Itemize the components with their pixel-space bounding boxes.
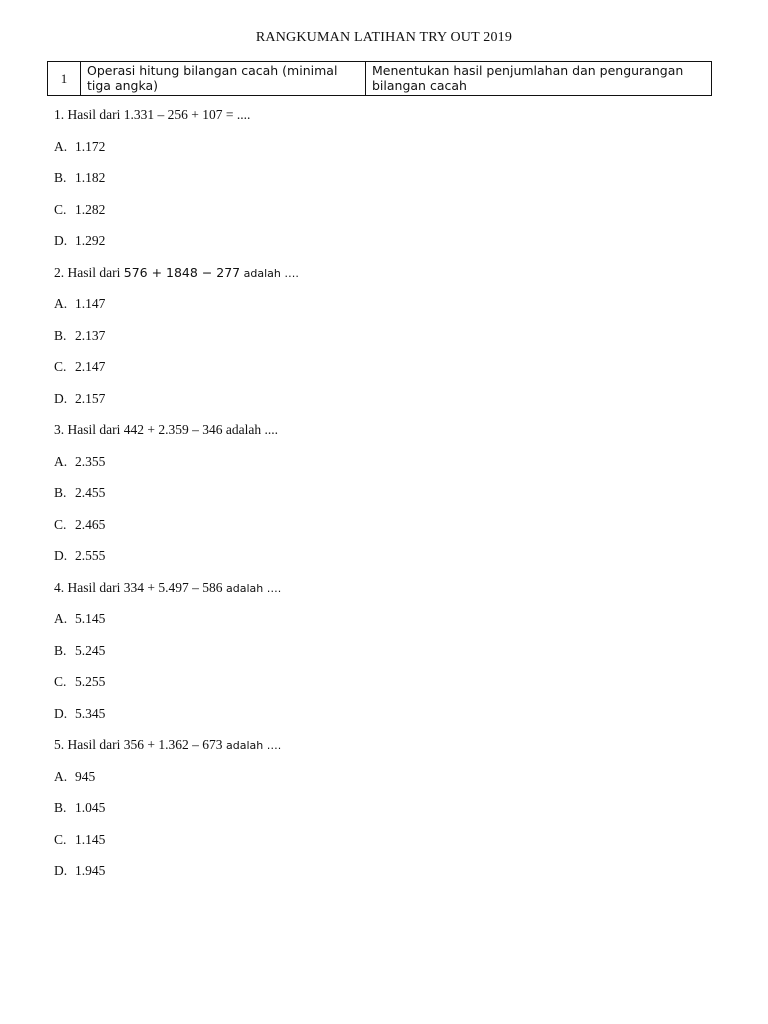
option-b (54, 798, 714, 830)
option-value: 5.145 (75, 611, 106, 626)
question-prefix: 5. Hasil dari (54, 737, 124, 752)
option-value: 2.137 (75, 327, 106, 343)
question-4 (54, 578, 714, 736)
option-a (54, 137, 714, 169)
option-letter: D. (54, 863, 68, 878)
question-expression: 442 + 2.359 – 346 adalah .... (123, 422, 278, 437)
competency-table (47, 61, 712, 96)
option-letter: A. (54, 611, 68, 626)
option-value: 1.147 (75, 296, 106, 311)
option-c (54, 830, 714, 862)
option-value: 1.282 (75, 201, 106, 217)
competency-text: Operasi hitung bilangan cacah (minimal tiga angka) (81, 62, 366, 96)
option-value: 945 (75, 768, 96, 784)
option-letter: C. (54, 831, 67, 847)
option-b (54, 326, 714, 358)
option-letter: B. (54, 642, 67, 658)
question-2 (54, 263, 714, 421)
option-value: 2.455 (75, 485, 106, 500)
indicator-text: Menentukan hasil penjumlahan dan pengurangan bilangan cacah (366, 62, 712, 96)
question-stem (54, 735, 714, 767)
question-prefix: 2. Hasil dari (54, 264, 124, 280)
option-d (54, 389, 714, 421)
option-d (54, 861, 714, 893)
question-prefix: 4. Hasil dari (54, 579, 124, 595)
option-value: 2.465 (75, 516, 106, 532)
question-suffix: adalah …. (240, 266, 299, 280)
question-stem (54, 420, 714, 452)
question-suffix: adalah …. (222, 739, 282, 752)
question-expression: 576 + 1848 − 277 (123, 264, 241, 280)
option-value: 2.157 (75, 390, 106, 406)
option-a (54, 294, 714, 326)
option-letter: D. (54, 705, 68, 721)
question-suffix: adalah …. (222, 581, 282, 595)
option-letter: C. (54, 516, 67, 532)
question-expression: 356 + 1.362 – 673 (123, 737, 223, 752)
option-letter: A. (54, 453, 68, 469)
option-b (54, 483, 714, 515)
option-letter: D. (54, 548, 68, 563)
option-value: 2.147 (75, 359, 106, 374)
option-c (54, 515, 714, 547)
option-b (54, 168, 714, 200)
question-expression: 334 + 5.497 – 586 (123, 579, 223, 595)
option-value: 5.255 (75, 674, 106, 689)
option-value: 1.182 (75, 170, 106, 185)
option-letter: D. (54, 390, 68, 406)
option-value: 5.345 (75, 705, 106, 721)
option-value: 1.292 (75, 233, 106, 248)
question-list (54, 105, 714, 893)
option-letter: C. (54, 359, 67, 374)
option-letter: B. (54, 800, 67, 815)
option-value: 1.945 (75, 863, 106, 878)
question-5 (54, 735, 714, 893)
option-letter: D. (54, 233, 68, 248)
option-letter: A. (54, 768, 68, 784)
option-letter: C. (54, 674, 67, 689)
option-d (54, 704, 714, 736)
option-a (54, 452, 714, 484)
option-c (54, 672, 714, 704)
option-value: 5.245 (75, 642, 106, 658)
option-d (54, 231, 714, 263)
question-expression: 1.331 – 256 + 107 = .... (123, 107, 251, 122)
question-stem (54, 105, 714, 137)
competency-row (48, 62, 712, 96)
option-letter: A. (54, 296, 68, 311)
option-value: 1.145 (75, 831, 106, 847)
option-letter: B. (54, 327, 67, 343)
question-prefix: 3. Hasil dari (54, 422, 124, 437)
option-value: 1.045 (75, 800, 106, 815)
option-a (54, 767, 714, 799)
option-b (54, 641, 714, 673)
option-value: 1.172 (75, 138, 106, 154)
option-value: 2.355 (75, 453, 106, 469)
option-a (54, 609, 714, 641)
question-stem (54, 578, 714, 610)
question-1 (54, 105, 714, 263)
page-title: RANGKUMAN LATIHAN TRY OUT 2019 (255, 30, 513, 45)
option-letter: B. (54, 485, 67, 500)
option-value: 2.555 (75, 548, 106, 563)
competency-number: 1 (48, 62, 81, 96)
option-letter: A. (54, 138, 68, 154)
option-c (54, 200, 714, 232)
question-prefix: 1. Hasil dari (54, 107, 124, 122)
option-letter: C. (54, 201, 67, 217)
option-c (54, 357, 714, 389)
option-letter: B. (54, 170, 67, 185)
question-3 (54, 420, 714, 578)
option-d (54, 546, 714, 578)
question-stem (54, 263, 714, 295)
